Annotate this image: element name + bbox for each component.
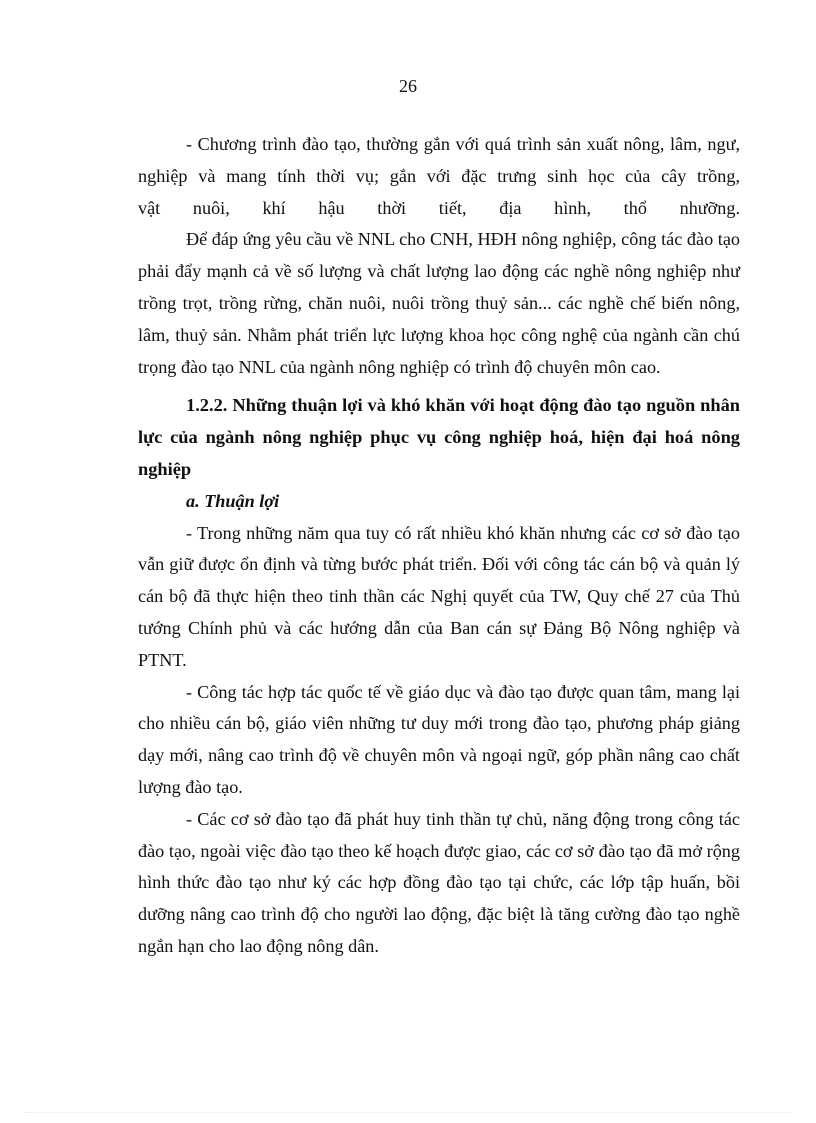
paragraph-training-program-end: vật nuôi, khí hậu thời tiết, địa hình, thổ nhưỡng. — [138, 197, 740, 218]
section-heading: 1.2.2. Những thuận lợi và khó khăn với hoạt động đào tạo nguồn nhân lực của ngành nông nghiệp phục vụ công nghiệp hoá, hiện đại hoá nông nghiệp — [138, 395, 740, 479]
paragraph-international-cooperation: - Công tác hợp tác quốc tế về giáo dục và đào tạo được quan tâm, mang lại cho nhiều cán bộ, giáo viên những tư duy mới trong đào tạo, phương pháp giảng dạy mới, nâng cao trình độ về chuyên môn và ngoại ngữ, góp phần nâng cao chất lượng đào tạo. — [138, 681, 740, 797]
subsection-heading: a. Thuận lợi — [186, 490, 280, 511]
page-body — [138, 129, 740, 963]
page-bottom-border — [24, 1112, 792, 1113]
paragraph-autonomy: - Các cơ sở đào tạo đã phát huy tinh thần tự chủ, năng động trong công tác đào tạo, ngoài việc đào tạo theo kế hoạch được giao, các cơ sở đào tạo đã mở rộng hình thức đào tạo như ký các hợp đồng đào tạo tại chức, các lớp tập huấn, bồi dưỡng nâng cao trình độ cho người lao động, đặc biệt là tăng cường đào tạo nghề ngắn hạn cho lao động nông dân. — [138, 808, 740, 956]
paragraph-training-program: - Chương trình đào tạo, thường gắn với quá trình sản xuất nông, lâm, ngư, nghiệp và mang tính thời vụ; gắn với đặc trưng sinh học của cây trồng, — [138, 134, 740, 186]
page-number: 26 — [399, 76, 417, 96]
paragraph-requirements: Để đáp ứng yêu cầu về NNL cho CNH, HĐH nông nghiệp, công tác đào tạo phải đẩy mạnh cả về số lượng và chất lượng lao động các nghề nông nghiệp như trồng trọt, trồng rừng, chăn nuôi, nuôi trồng thuỷ sản... các nghề chế biến nông, lâm, thuỷ sản. Nhằm phát triển lực lượng khoa học công nghệ của ngành cần chú trọng đào tạo NNL của ngành nông nghiệp có trình độ chuyên môn cao. — [138, 229, 740, 377]
paragraph-advantages-stability: - Trong những năm qua tuy có rất nhiều khó khăn nhưng các cơ sở đào tạo vẫn giữ được ổn định và từng bước phát triển. Đối với công tác cán bộ và quản lý cán bộ đã thực hiện theo tinh thần các Nghị quyết của TW, Quy chế 27 của Thủ tướng Chính phủ và các hướng dẫn của Ban cán sự Đảng Bộ Nông nghiệp và PTNT. — [138, 522, 740, 670]
